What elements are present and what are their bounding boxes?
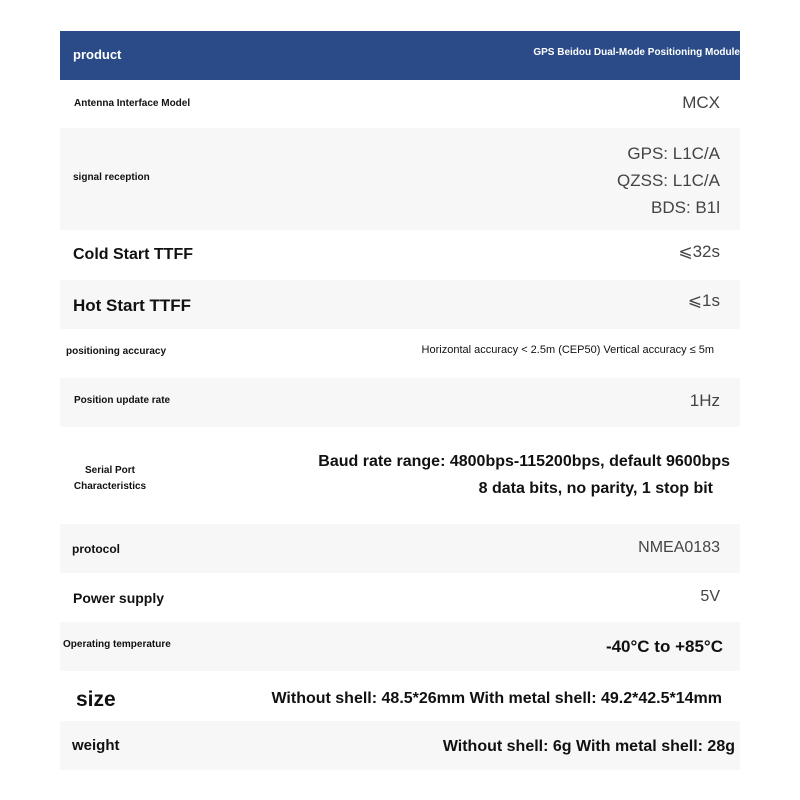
row-label: Cold Start TTFF	[73, 246, 193, 263]
row-label: Power supply	[73, 590, 165, 606]
row-label: Hot Start TTFF	[73, 296, 192, 315]
table-row-size	[60, 671, 740, 721]
row-label: protocol	[72, 542, 120, 556]
row-value: -40°C to +85°C	[605, 637, 723, 656]
row-value-list	[617, 140, 720, 221]
row-value: ⩽1s	[687, 291, 720, 310]
row-value-list	[318, 448, 730, 502]
row-label: Antenna Interface Model	[74, 98, 191, 109]
row-value: MCX	[682, 93, 720, 112]
table-row-accuracy	[60, 329, 740, 378]
row-value-line: GPS: L1C/A	[627, 144, 720, 163]
row-label-line: Characteristics	[73, 481, 147, 492]
row-label: positioning accuracy	[66, 346, 167, 357]
table-row-temperature	[60, 622, 740, 671]
row-label: weight	[72, 737, 120, 754]
table-row-weight	[60, 721, 740, 770]
table-row-cold-start	[60, 230, 740, 280]
row-value-line: BDS: B1l	[651, 198, 720, 217]
header-label: product	[73, 47, 122, 62]
row-value: Horizontal accuracy < 2.5m (CEP50) Vertical accuracy ≤ 5m	[421, 344, 714, 356]
row-value: ⩽32s	[678, 242, 720, 261]
row-value-line: 8 data bits, no parity, 1 stop bit	[478, 480, 713, 497]
row-label: size	[76, 688, 116, 711]
row-value: 5V	[700, 588, 720, 605]
table-row-protocol	[60, 524, 740, 573]
table-row-signal	[60, 128, 740, 230]
table-row-power	[60, 573, 740, 622]
row-label: signal reception	[73, 172, 150, 183]
row-label-multiline	[60, 463, 160, 495]
table-row-hot-start	[60, 280, 740, 329]
row-value-line: QZSS: L1C/A	[617, 171, 720, 190]
row-value: Without shell: 48.5*26mm With metal shell: 49.2*42.5*14mm	[271, 690, 722, 707]
row-label: Position update rate	[74, 395, 171, 406]
row-label: Operating temperature	[63, 639, 171, 650]
row-value: 1Hz	[689, 391, 720, 410]
table-row-antenna	[60, 80, 740, 128]
table-row-serial-port	[60, 427, 740, 524]
row-value: NMEA0183	[638, 539, 720, 556]
row-label-line: Serial Port	[84, 465, 136, 476]
row-value: Without shell: 6g With metal shell: 28g	[442, 738, 735, 755]
row-value-line: Baud rate range: 4800bps-115200bps, default 9600bps	[318, 453, 730, 470]
table-header-row	[60, 31, 740, 80]
header-value: GPS Beidou Dual-Mode Positioning Module	[533, 47, 740, 58]
table-row-update-rate	[60, 378, 740, 427]
